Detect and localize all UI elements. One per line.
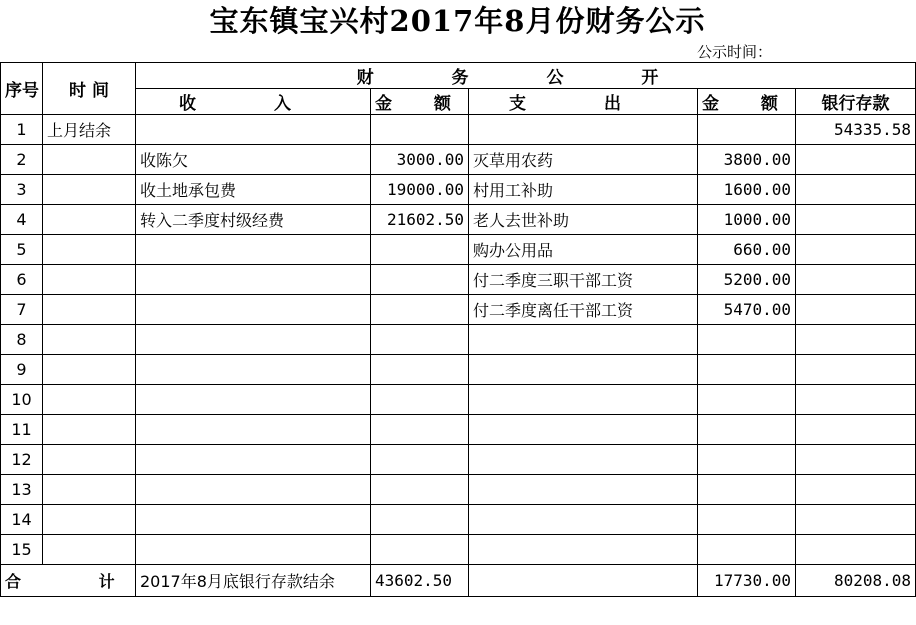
table-row xyxy=(1,355,916,385)
cell-income xyxy=(136,265,371,295)
cell-seq: 12 xyxy=(1,445,43,475)
total-row xyxy=(1,565,916,597)
cell-seq: 5 xyxy=(1,235,43,265)
table-row xyxy=(1,205,916,235)
cell-expense-amount xyxy=(698,535,796,565)
cell-income-amount: 3000.00 xyxy=(371,145,469,175)
cell-seq: 6 xyxy=(1,265,43,295)
header-time: 时 间 xyxy=(43,63,136,115)
cell-income-amount xyxy=(371,235,469,265)
cell-expense-amount xyxy=(698,475,796,505)
header-row-1 xyxy=(1,63,916,89)
cell-time xyxy=(43,505,136,535)
total-expense xyxy=(469,565,698,597)
cell-bank: 54335.58 xyxy=(796,115,916,145)
cell-seq: 13 xyxy=(1,475,43,505)
cell-income-amount xyxy=(371,505,469,535)
total-label xyxy=(1,565,151,597)
cell-time xyxy=(43,265,136,295)
header-income xyxy=(136,89,371,115)
cell-expense xyxy=(469,505,698,535)
cell-expense xyxy=(469,535,698,565)
publish-date-label: 公示时间： xyxy=(697,43,773,61)
cell-expense-amount: 1600.00 xyxy=(698,175,796,205)
cell-bank xyxy=(796,475,916,505)
cell-seq: 7 xyxy=(1,295,43,325)
cell-expense-amount: 3800.00 xyxy=(698,145,796,175)
cell-bank xyxy=(796,415,916,445)
cell-bank xyxy=(796,205,916,235)
cell-income xyxy=(136,115,371,145)
cell-income-amount xyxy=(371,295,469,325)
header-group-label: 财 务 公 开 xyxy=(356,68,695,88)
cell-expense-amount xyxy=(698,385,796,415)
header-row-2 xyxy=(1,89,916,115)
header-income-amount xyxy=(371,89,469,115)
cell-time xyxy=(43,325,136,355)
table-row xyxy=(1,445,916,475)
cell-time xyxy=(43,415,136,445)
table-row xyxy=(1,505,916,535)
cell-expense xyxy=(469,445,698,475)
header-income-label: 收 入 xyxy=(179,94,327,114)
cell-time xyxy=(43,205,136,235)
cell-expense xyxy=(469,325,698,355)
cell-income-amount xyxy=(371,355,469,385)
cell-income xyxy=(136,505,371,535)
cell-expense: 付二季度三职干部工资 xyxy=(469,265,698,295)
cell-income-amount xyxy=(371,265,469,295)
cell-time xyxy=(43,235,136,265)
cell-bank xyxy=(796,175,916,205)
cell-income-amount xyxy=(371,415,469,445)
cell-time xyxy=(43,355,136,385)
cell-seq: 11 xyxy=(1,415,43,445)
cell-expense xyxy=(469,415,698,445)
table-row xyxy=(1,415,916,445)
header-expense-amount xyxy=(698,89,796,115)
cell-income: 转入二季度村级经费 xyxy=(136,205,371,235)
cell-seq: 4 xyxy=(1,205,43,235)
cell-seq: 15 xyxy=(1,535,43,565)
cell-expense: 村用工补助 xyxy=(469,175,698,205)
cell-time xyxy=(43,535,136,565)
cell-expense-amount xyxy=(698,355,796,385)
cell-seq: 3 xyxy=(1,175,43,205)
cell-bank xyxy=(796,445,916,475)
cell-expense: 购办公用品 xyxy=(469,235,698,265)
cell-income-amount: 19000.00 xyxy=(371,175,469,205)
cell-time xyxy=(43,445,136,475)
table-row xyxy=(1,325,916,355)
table-row xyxy=(1,295,916,325)
cell-expense-amount xyxy=(698,115,796,145)
cell-expense-amount xyxy=(698,445,796,475)
cell-seq: 10 xyxy=(1,385,43,415)
cell-time xyxy=(43,295,136,325)
cell-expense: 灭草用农药 xyxy=(469,145,698,175)
cell-bank xyxy=(796,385,916,415)
cell-expense xyxy=(469,475,698,505)
total-label-text: 合 计 xyxy=(5,572,151,591)
cell-seq: 8 xyxy=(1,325,43,355)
cell-income: 收陈欠 xyxy=(136,145,371,175)
cell-time: 上月结余 xyxy=(43,115,136,145)
cell-expense-amount xyxy=(698,505,796,535)
cell-time xyxy=(43,145,136,175)
cell-income-amount xyxy=(371,535,469,565)
cell-income xyxy=(136,385,371,415)
cell-bank xyxy=(796,265,916,295)
cell-seq: 2 xyxy=(1,145,43,175)
cell-expense xyxy=(469,355,698,385)
table-row xyxy=(1,235,916,265)
cell-income xyxy=(136,355,371,385)
total-bank: 80208.08 xyxy=(796,565,916,597)
cell-time xyxy=(43,475,136,505)
cell-seq: 14 xyxy=(1,505,43,535)
cell-income xyxy=(136,295,371,325)
cell-expense-amount: 660.00 xyxy=(698,235,796,265)
total-expense-amount: 17730.00 xyxy=(698,565,796,597)
cell-expense: 付二季度离任干部工资 xyxy=(469,295,698,325)
cell-bank xyxy=(796,355,916,385)
cell-income xyxy=(136,475,371,505)
cell-bank xyxy=(796,325,916,355)
table-row xyxy=(1,535,916,565)
cell-expense-amount xyxy=(698,325,796,355)
cell-expense-amount: 1000.00 xyxy=(698,205,796,235)
cell-seq: 1 xyxy=(1,115,43,145)
table-row xyxy=(1,115,916,145)
cell-income xyxy=(136,415,371,445)
table-row xyxy=(1,145,916,175)
cell-time xyxy=(43,385,136,415)
table-row xyxy=(1,475,916,505)
cell-income-amount xyxy=(371,385,469,415)
cell-bank xyxy=(796,505,916,535)
cell-expense xyxy=(469,115,698,145)
cell-income: 收土地承包费 xyxy=(136,175,371,205)
cell-bank xyxy=(796,535,916,565)
table-row xyxy=(1,175,916,205)
header-expense xyxy=(469,89,698,115)
cell-income-amount: 21602.50 xyxy=(371,205,469,235)
cell-bank xyxy=(796,235,916,265)
cell-time xyxy=(43,175,136,205)
cell-expense-amount: 5470.00 xyxy=(698,295,796,325)
cell-income-amount xyxy=(371,115,469,145)
cell-bank xyxy=(796,295,916,325)
table-row xyxy=(1,265,916,295)
cell-bank xyxy=(796,145,916,175)
cell-income-amount xyxy=(371,475,469,505)
total-income-note: 2017年8月底银行存款结余 xyxy=(136,565,371,597)
header-expense-amount-label: 金 额 xyxy=(702,94,796,114)
cell-income xyxy=(136,235,371,265)
header-income-amount-label: 金 额 xyxy=(375,94,469,114)
cell-income xyxy=(136,325,371,355)
finance-table xyxy=(0,62,916,597)
page-title: 宝东镇宝兴村2017年8月份财务公示 xyxy=(209,4,706,38)
cell-expense xyxy=(469,385,698,415)
cell-income xyxy=(136,445,371,475)
total-income-amount: 43602.50 xyxy=(371,565,469,597)
cell-expense-amount: 5200.00 xyxy=(698,265,796,295)
cell-income-amount xyxy=(371,445,469,475)
cell-seq: 9 xyxy=(1,355,43,385)
table-row xyxy=(1,385,916,415)
header-seq: 序号 xyxy=(1,63,43,115)
cell-expense-amount xyxy=(698,415,796,445)
cell-income-amount xyxy=(371,325,469,355)
cell-expense: 老人去世补助 xyxy=(469,205,698,235)
header-group xyxy=(136,63,916,89)
header-expense-label: 支 出 xyxy=(509,94,657,114)
header-bank: 银行存款 xyxy=(796,89,916,115)
cell-income xyxy=(136,535,371,565)
